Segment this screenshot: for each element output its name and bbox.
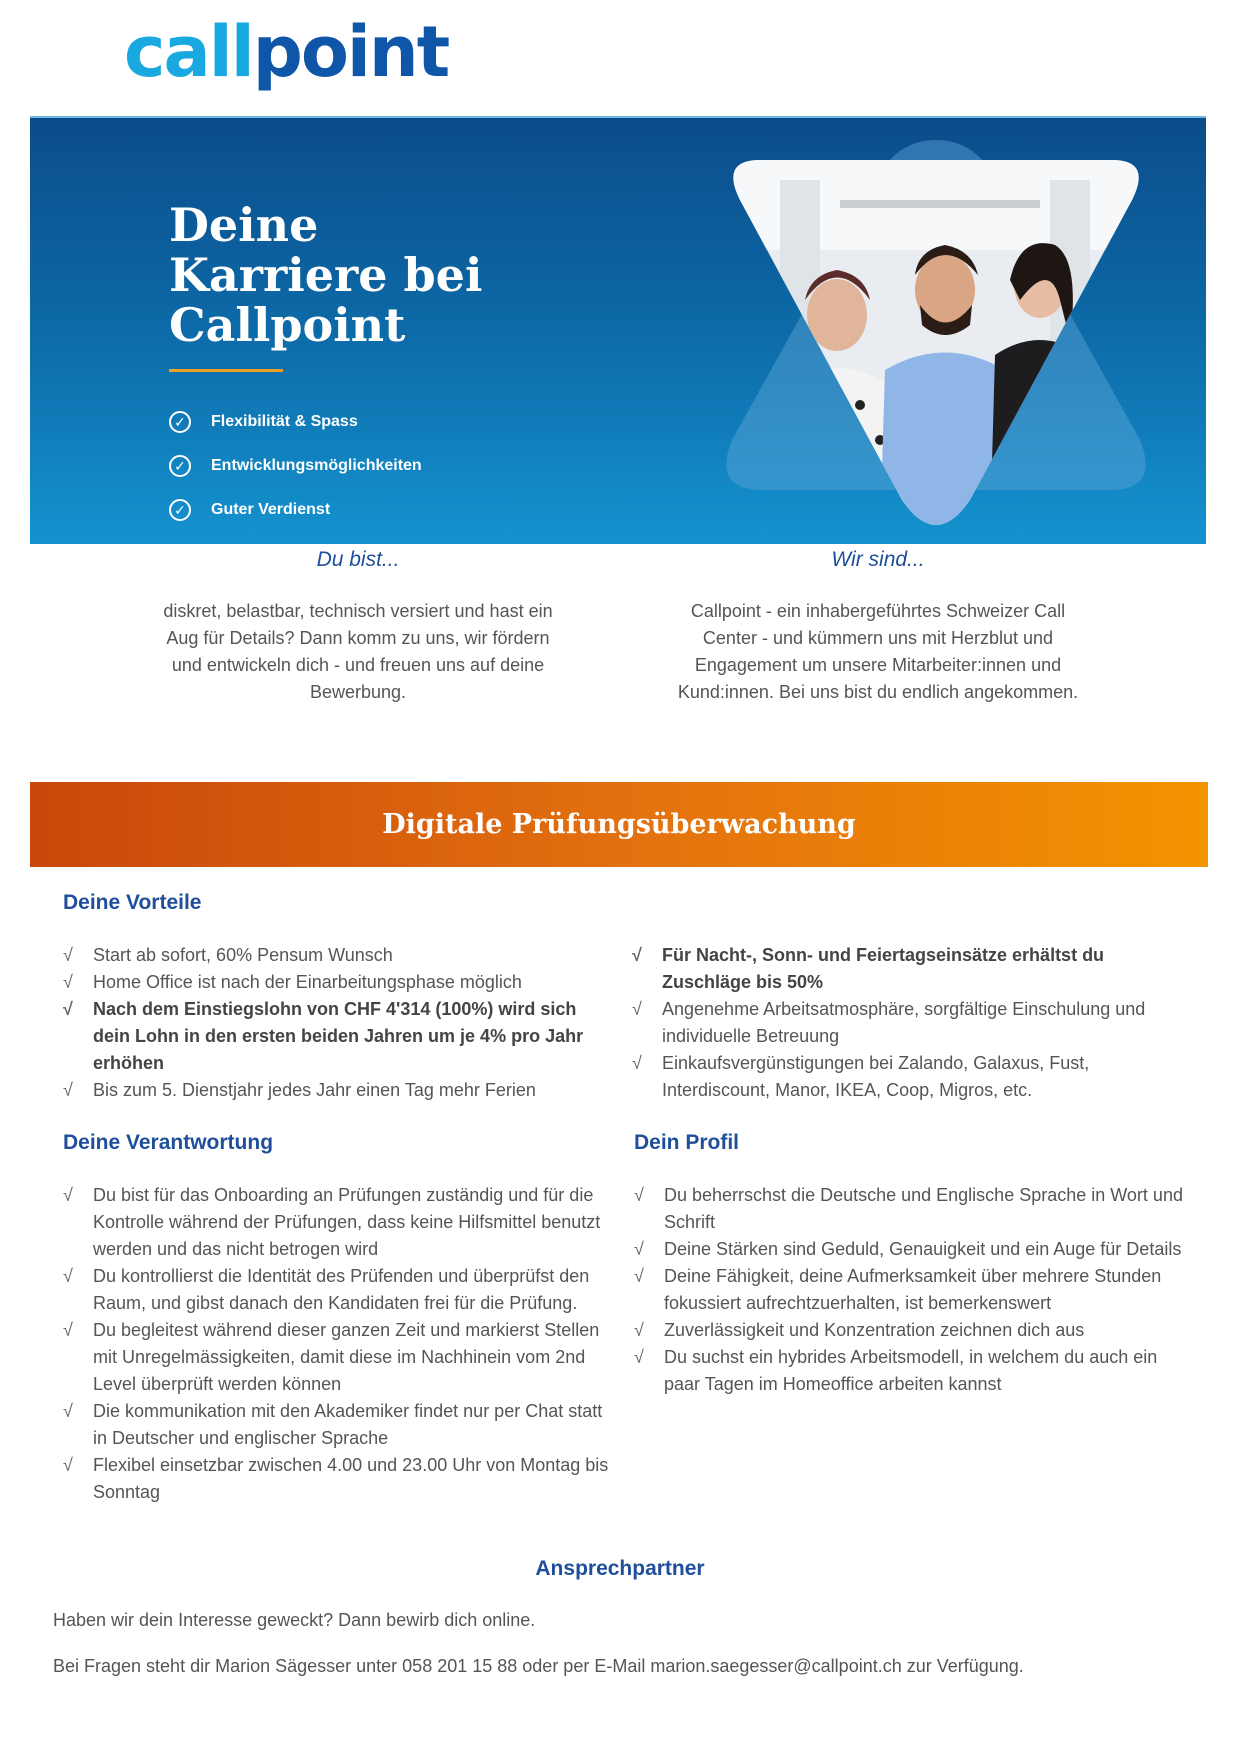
list-item-text: Angenehme Arbeitsatmosphäre, sorgfältige Einschulung und individuelle Betreuung <box>662 999 1146 1046</box>
team-photo-icon <box>720 140 1152 535</box>
profil-heading: Dein Profil <box>634 1131 740 1154</box>
list-item-text: Bis zum 5. Dienstjahr jedes Jahr einen Tag mehr Ferien <box>93 1080 536 1100</box>
checkmark-icon: √ <box>63 1455 73 1475</box>
hero-benefit <box>169 444 422 488</box>
contact-apply-text: Haben wir dein Interesse geweckt? Dann bewirb dich online. <box>53 1610 536 1630</box>
du-bist-heading: Du bist... <box>316 548 400 571</box>
list-item-text: Du kontrollierst die Identität des Prüfenden und überprüfst den Raum, und gibst danach den Kandidaten frei für die Prüfung. <box>93 1266 590 1313</box>
checkmark-icon: √ <box>63 1266 73 1286</box>
list-item <box>632 996 1182 1050</box>
wir-sind-text: Callpoint - ein inhabergeführtes Schweizer Call Center - und kümmern uns mit Herzblut und Engagement um unsere Mitarbeiter:innen und Kund:innen. Bei uns bist du endlich angekommen. <box>677 601 1079 702</box>
job-title-banner <box>30 782 1208 867</box>
list-item <box>63 942 613 969</box>
verantwortung-list <box>63 1182 613 1506</box>
list-item <box>634 1263 1189 1317</box>
list-item <box>63 1398 613 1452</box>
hero-benefit <box>169 488 422 532</box>
list-item <box>63 969 613 996</box>
list-item-text: Zuverlässigkeit und Konzentration zeichnen dich aus <box>664 1320 1085 1340</box>
list-item-text: Für Nacht-, Sonn- und Feiertagseinsätze erhältst du Zuschläge bis 50% <box>662 945 1105 992</box>
list-item <box>63 1317 613 1398</box>
job-title: Digitale Prüfungsüberwachung <box>382 809 856 840</box>
hero-divider <box>169 369 283 372</box>
checkmark-icon: √ <box>632 999 642 1019</box>
logo-part-point: point <box>252 11 449 93</box>
contact-info-text: Bei Fragen steht dir Marion Sägesser unter 058 201 15 88 oder per E-Mail marion.saegesser@callpoint.ch zur Verfügung. <box>53 1656 1024 1676</box>
list-item <box>63 1263 613 1317</box>
check-circle-icon: ✓ <box>169 411 191 433</box>
list-item-text: Einkaufsvergünstigungen bei Zalando, Galaxus, Fust, Interdiscount, Manor, IKEA, Coop, Migros, etc. <box>662 1053 1090 1100</box>
vorteile-left-list <box>63 942 613 1104</box>
list-item <box>632 1050 1182 1104</box>
logo-part-call: call <box>124 11 253 93</box>
checkmark-icon: √ <box>632 1053 642 1073</box>
list-item-text: Du suchst ein hybrides Arbeitsmodell, in welchem du auch ein paar Tagen im Homeoffice arbeiten kannst <box>664 1347 1158 1394</box>
checkmark-icon: √ <box>634 1266 644 1286</box>
list-item <box>63 996 613 1077</box>
checkmark-icon: √ <box>63 1080 73 1100</box>
du-bist-text: diskret, belastbar, technisch versiert und hast ein Aug für Details? Dann komm zu uns, wir fördern und entwickeln dich - und freuen uns auf deine Bewerbung. <box>163 601 553 702</box>
wir-sind-heading: Wir sind... <box>831 548 925 571</box>
list-item-text: Nach dem Einstiegslohn von CHF 4'314 (100%) wird sich dein Lohn in den ersten beiden Jahren um je 4% pro Jahr erhöhen <box>93 999 584 1073</box>
checkmark-icon: √ <box>632 945 642 965</box>
list-item <box>634 1236 1189 1263</box>
checkmark-icon: √ <box>634 1320 644 1340</box>
hero-benefit <box>169 400 422 444</box>
team-photo <box>720 140 1152 535</box>
hero-benefit-label: Entwicklungsmöglichkeiten <box>211 457 422 474</box>
list-item-text: Flexibel einsetzbar zwischen 4.00 und 23.00 Uhr von Montag bis Sonntag <box>93 1455 609 1502</box>
hero-banner <box>30 118 1206 544</box>
checkmark-icon: √ <box>63 1320 73 1340</box>
list-item <box>634 1317 1189 1344</box>
list-item-text: Start ab sofort, 60% Pensum Wunsch <box>93 945 393 965</box>
checkmark-icon: √ <box>63 945 73 965</box>
callpoint-logo <box>124 12 448 92</box>
list-item-text: Die kommunikation mit den Akademiker findet nur per Chat statt in Deutscher und englischer Sprache <box>93 1401 603 1448</box>
checkmark-icon: √ <box>634 1347 644 1367</box>
check-circle-icon: ✓ <box>169 499 191 521</box>
checkmark-icon: √ <box>634 1185 644 1205</box>
hero-benefit-label: Guter Verdienst <box>211 501 331 518</box>
vorteile-heading: Deine Vorteile <box>63 891 202 914</box>
hero-title: Deine Karriere bei Callpoint <box>169 198 483 352</box>
checkmark-icon: √ <box>63 1401 73 1421</box>
profil-list <box>634 1182 1189 1398</box>
list-item-text: Deine Fähigkeit, deine Aufmerksamkeit über mehrere Stunden fokussiert aufrechtzuerhalten, ist bemerkenswert <box>664 1266 1162 1313</box>
list-item <box>634 1182 1189 1236</box>
list-item-text: Du beherrschst die Deutsche und Englische Sprache in Wort und Schrift <box>664 1185 1183 1232</box>
list-item <box>634 1344 1189 1398</box>
checkmark-icon: √ <box>63 972 73 992</box>
list-item-text: Deine Stärken sind Geduld, Genauigkeit und ein Auge für Details <box>664 1239 1182 1259</box>
hero-benefit-label: Flexibilität & Spass <box>211 413 358 430</box>
vorteile-right-list <box>632 942 1182 1104</box>
checkmark-icon: √ <box>634 1239 644 1259</box>
list-item <box>63 1452 613 1506</box>
list-item-text: Home Office ist nach der Einarbeitungsphase möglich <box>93 972 522 992</box>
list-item <box>63 1182 613 1263</box>
contact-heading: Ansprechpartner <box>535 1557 705 1580</box>
list-item-text: Du begleitest während dieser ganzen Zeit und markierst Stellen mit Unregelmässigkeiten, damit diese im Nachhinein vom 2nd Level überprüft werden können <box>93 1320 600 1394</box>
verantwortung-heading: Deine Verantwortung <box>63 1131 274 1154</box>
list-item <box>63 1077 613 1104</box>
check-circle-icon: ✓ <box>169 455 191 477</box>
list-item-text: Du bist für das Onboarding an Prüfungen zuständig und für die Kontrolle während der Prüfungen, dass keine Hilfsmittel benutzt werden und das nicht betrogen wird <box>93 1185 601 1259</box>
checkmark-icon: √ <box>63 1185 73 1205</box>
checkmark-icon: √ <box>63 999 73 1019</box>
list-item <box>632 942 1182 996</box>
hero-benefits-list <box>169 400 422 532</box>
